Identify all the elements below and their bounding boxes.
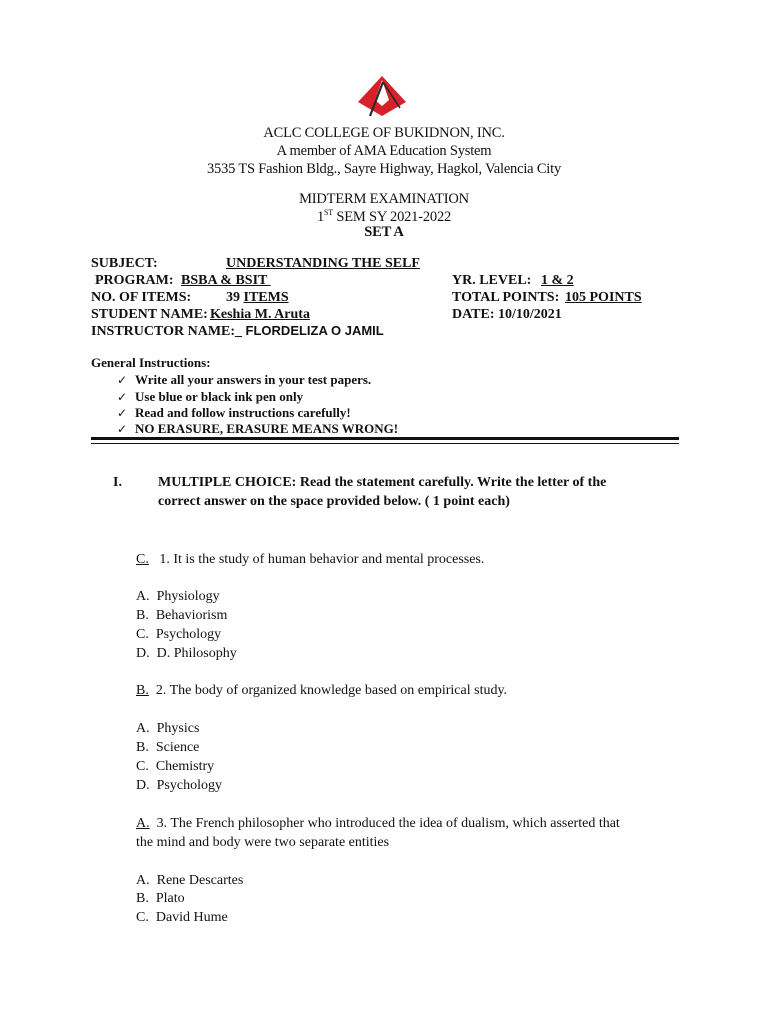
yr-level-value: 1 & 2	[541, 273, 574, 288]
instruction-item: ✓ Write all your answers in your test papers.	[117, 372, 372, 387]
choice: C. Chemistry	[136, 759, 215, 774]
items-value: 39 ITEMS	[226, 290, 289, 305]
choice: A. Physics	[136, 721, 200, 736]
total-points-label: TOTAL POINTS:	[452, 290, 560, 305]
exam-date: DATE: 10/10/2021	[452, 307, 562, 322]
school-member: A member of AMA Education System	[276, 143, 492, 159]
checkmark-icon: ✓	[117, 422, 128, 436]
checkmark-icon: ✓	[117, 373, 128, 387]
student-name-value: Keshia M. Aruta	[210, 307, 310, 322]
choice: A. Rene Descartes	[136, 873, 244, 888]
answer-blank: B.	[136, 683, 149, 698]
subject-value: UNDERSTANDING THE SELF	[226, 256, 420, 271]
instructor-name-value: FLORDELIZA O JAMIL	[245, 323, 384, 338]
divider-thin	[91, 443, 679, 444]
instruction-item: ✓ Read and follow instructions carefully!	[117, 405, 351, 420]
choice: D. Psychology	[136, 778, 222, 793]
yr-level-label: YR. LEVEL:	[452, 273, 532, 288]
exam-title: MIDTERM EXAMINATION	[299, 191, 469, 207]
question-text: 2. The body of organized knowledge based on empirical study.	[155, 683, 508, 698]
section-instruction-line1: MULTIPLE CHOICE: Read the statement carefully. Write the letter of the	[158, 475, 607, 490]
checkmark-icon: ✓	[117, 390, 128, 404]
choice: C. David Hume	[136, 910, 228, 925]
question-text: 3. The French philosopher who introduced the idea of dualism, which asserted that	[156, 816, 620, 831]
student-name-label: STUDENT NAME:	[91, 307, 208, 322]
school-address: 3535 TS Fashion Bldg., Sayre Highway, Hagkol, Valencia City	[206, 161, 562, 177]
choice: B. Science	[136, 740, 200, 755]
instructor-name-label: INSTRUCTOR NAME:_ FLORDELIZA O JAMIL	[91, 323, 384, 339]
question-3	[136, 816, 620, 832]
question-3-text-line2: the mind and body were two separate entities	[136, 835, 390, 850]
section-instruction-line2: correct answer on the space provided below. ( 1 point each)	[158, 494, 510, 509]
question-text: 1. It is the study of human behavior and mental processes.	[159, 552, 485, 567]
school-name: ACLC COLLEGE OF BUKIDNON, INC.	[263, 125, 505, 141]
choice: B. Plato	[136, 891, 185, 906]
checkmark-icon: ✓	[117, 406, 128, 420]
program-label: PROGRAM:	[95, 273, 174, 288]
subject-label: SUBJECT:	[91, 256, 158, 271]
total-points-value: 105 POINTS	[565, 290, 642, 305]
program-value: BSBA & BSIT	[181, 273, 271, 288]
choice: C. Psychology	[136, 627, 222, 642]
choice: D. D. Philosophy	[136, 646, 237, 661]
exam-semester: 1ST SEM SY 2021-2022	[316, 208, 452, 225]
answer-blank: A.	[136, 816, 150, 831]
choice: B. Behaviorism	[136, 608, 228, 623]
question-2	[136, 683, 507, 699]
school-logo-icon	[356, 72, 408, 122]
instruction-item: ✓ Use blue or black ink pen only	[117, 389, 304, 404]
items-label: NO. OF ITEMS:	[91, 290, 192, 305]
choice: A. Physiology	[136, 589, 220, 604]
section-numeral: I.	[113, 475, 122, 490]
answer-blank: C.	[136, 552, 149, 567]
instructions-heading: General Instructions:	[91, 355, 211, 370]
exam-set: SET A	[364, 224, 404, 240]
question-1	[136, 552, 484, 568]
divider-thick	[91, 437, 679, 440]
instruction-item: ✓ NO ERASURE, ERASURE MEANS WRONG!	[117, 421, 399, 436]
